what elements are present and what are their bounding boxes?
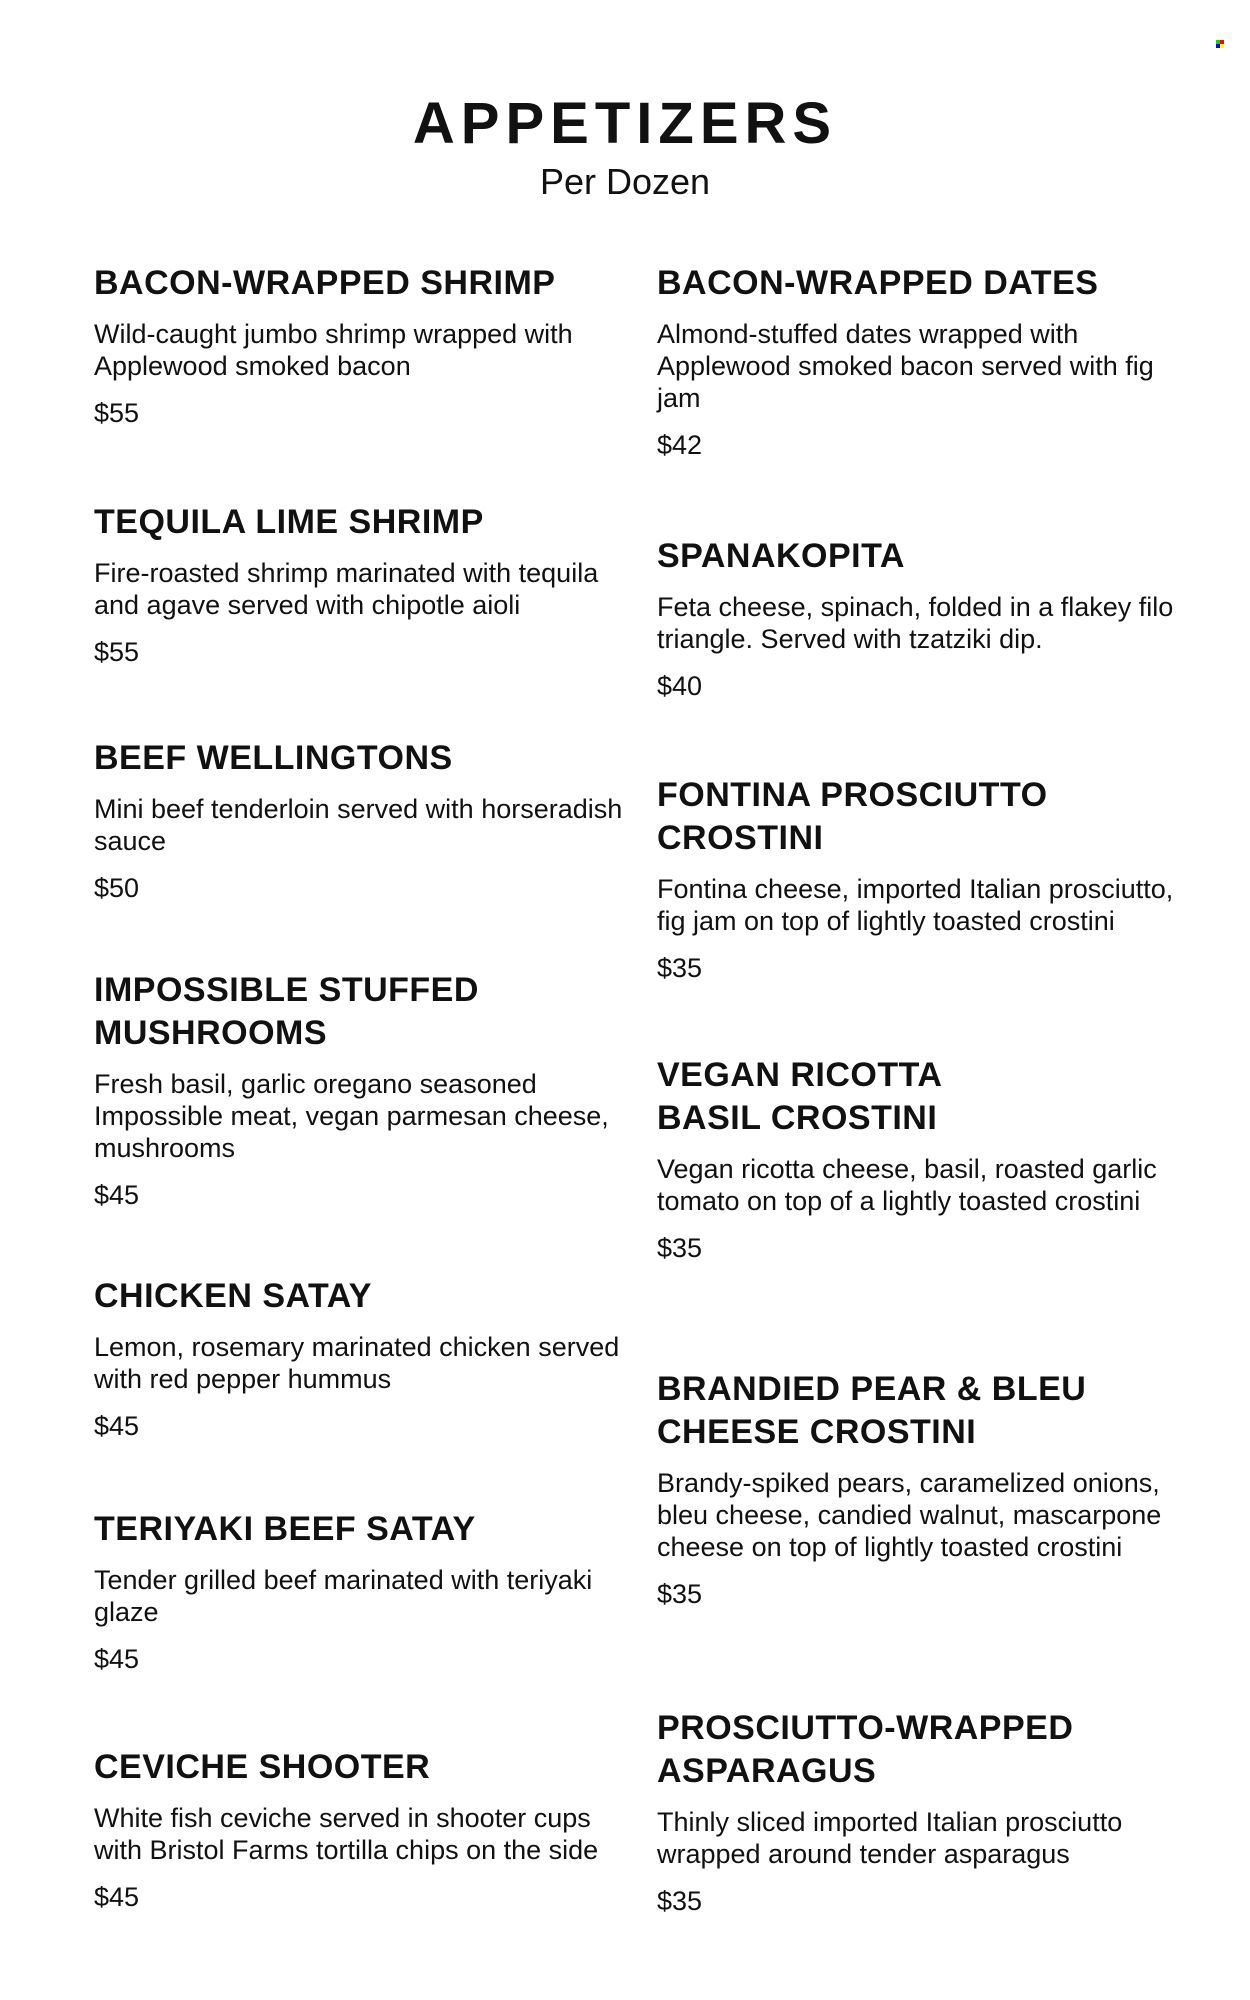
- menu-item-description: White fish ceviche served in shooter cups with Bristol Farms tortilla chips on the side: [94, 1803, 599, 1865]
- menu-item: [94, 737, 634, 904]
- menu-item: [657, 1368, 1197, 1610]
- menu-item-price: $35: [657, 953, 703, 983]
- menu-item: [657, 262, 1197, 461]
- menu-item-name: FONTINA PROSCIUTTO CROSTINI: [657, 776, 1048, 857]
- menu-item: [657, 1054, 1197, 1264]
- menu-item-name: TEQUILA LIME SHRIMP: [94, 503, 484, 541]
- menu-item-description: Fire-roasted shrimp marinated with tequila and agave served with chipotle aioli: [94, 558, 599, 620]
- menu-item: [657, 535, 1197, 702]
- menu-item-name: BRANDIED PEAR & BLEU CHEESE CROSTINI: [657, 1370, 1087, 1451]
- menu-item-price: $45: [94, 1882, 140, 1912]
- menu-item-price: $45: [94, 1644, 140, 1674]
- menu-item-name: CHICKEN SATAY: [94, 1277, 372, 1315]
- menu-item-price: $42: [657, 430, 703, 460]
- menu-item: [657, 1707, 1197, 1917]
- menu-item-price: $35: [657, 1886, 703, 1916]
- menu-item: [94, 501, 634, 668]
- menu-item-price: $35: [657, 1233, 703, 1263]
- menu-item-price: $55: [94, 398, 140, 428]
- menu-item: [94, 1275, 634, 1442]
- menu-item-name: BEEF WELLINGTONS: [94, 739, 453, 777]
- menu-item-name: BACON-WRAPPED SHRIMP: [94, 264, 556, 302]
- menu-item-description: Tender grilled beef marinated with teriyaki glaze: [94, 1565, 593, 1627]
- menu-item: [657, 774, 1197, 984]
- menu-item-name: IMPOSSIBLE STUFFED MUSHROOMS: [94, 971, 479, 1052]
- menu-item-name: PROSCIUTTO-WRAPPED ASPARAGUS: [657, 1709, 1074, 1790]
- menu-item-price: $45: [94, 1411, 140, 1441]
- menu-item: [94, 1508, 634, 1675]
- menu-item-name: BACON-WRAPPED DATES: [657, 264, 1099, 302]
- menu-item-description: Wild-caught jumbo shrimp wrapped with Applewood smoked bacon: [94, 319, 573, 381]
- menu-item-name: TERIYAKI BEEF SATAY: [94, 1510, 476, 1548]
- menu-item-price: $45: [94, 1180, 140, 1210]
- menu-item-price: $35: [657, 1579, 703, 1609]
- menu-item-price: $50: [94, 873, 140, 903]
- menu-item: [94, 969, 634, 1211]
- page-title: APPETIZERS: [412, 91, 838, 156]
- menu-item: [94, 262, 634, 429]
- menu-item-price: $40: [657, 671, 703, 701]
- marker-yellow: [1220, 44, 1224, 48]
- menu-item-description: Feta cheese, spinach, folded in a flakey filo triangle. Served with tzatziki dip.: [657, 592, 1174, 654]
- menu-item-description: Vegan ricotta cheese, basil, roasted garlic tomato on top of a lightly toasted crostini: [657, 1154, 1157, 1216]
- menu-item-description: Mini beef tenderloin served with horseradish sauce: [94, 794, 623, 856]
- menu-item-description: Fresh basil, garlic oregano seasoned Impossible meat, vegan parmesan cheese, mushrooms: [94, 1069, 609, 1163]
- menu-item-description: Lemon, rosemary marinated chicken served with red pepper hummus: [94, 1332, 620, 1394]
- menu-item-name: CEVICHE SHOOTER: [94, 1748, 431, 1786]
- menu-item-description: Fontina cheese, imported Italian prosciutto, fig jam on top of lightly toasted crostini: [657, 874, 1174, 936]
- page-subtitle: Per Dozen: [539, 161, 711, 202]
- color-marker-icon: [1216, 40, 1224, 48]
- menu-item-price: $55: [94, 637, 140, 667]
- menu-item-description: Thinly sliced imported Italian prosciutto wrapped around tender asparagus: [657, 1807, 1123, 1869]
- menu-item-description: Almond-stuffed dates wrapped with Applewood smoked bacon served with fig jam: [657, 319, 1154, 413]
- menu-item-name: VEGAN RICOTTA BASIL CROSTINI: [657, 1056, 942, 1137]
- menu-item-description: Brandy-spiked pears, caramelized onions, bleu cheese, candied walnut, mascarpone cheese on top of lightly toasted crostini: [657, 1468, 1162, 1562]
- menu-item: [94, 1746, 634, 1913]
- menu-item-name: SPANAKOPITA: [657, 537, 905, 575]
